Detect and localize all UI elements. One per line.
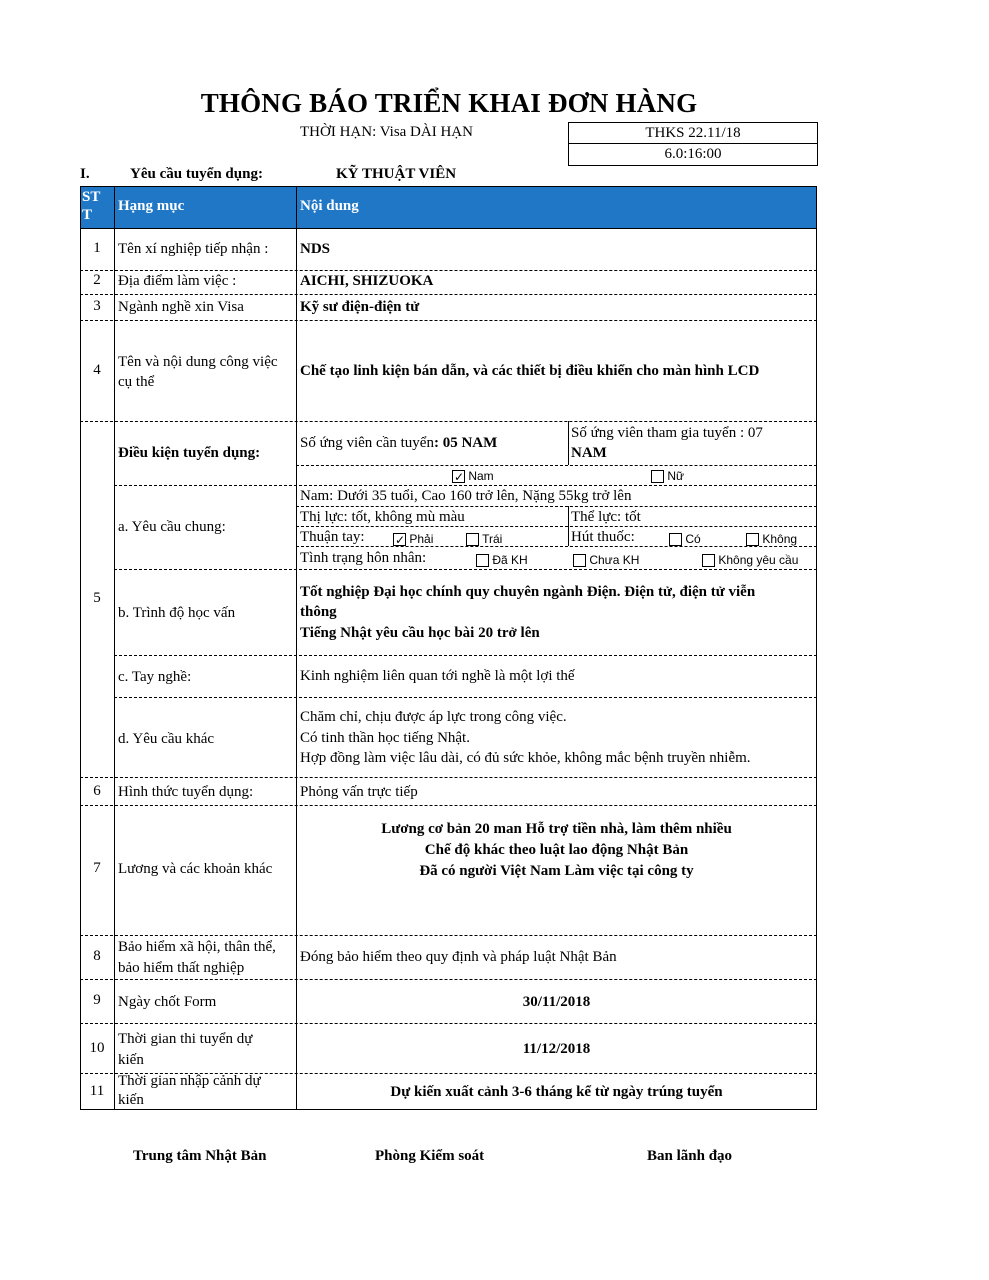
row-1-number: 1: [93, 240, 101, 256]
education-line-2: thông: [300, 604, 337, 620]
hand-left-option[interactable]: [466, 529, 502, 549]
single-checkbox[interactable]: [573, 554, 586, 567]
row-2-number: 2: [93, 272, 101, 288]
education-line-3: Tiếng Nhật yêu cầu học bài 20 trở lên: [300, 625, 540, 641]
smoke-no-option[interactable]: [746, 529, 797, 549]
page-title: THÔNG BÁO TRIỂN KHAI ĐƠN HÀNG: [200, 88, 698, 118]
document-subcode: 6.0:16:00: [664, 146, 722, 162]
other-requirement-1: Chăm chỉ, chịu được áp lực trong công việc.: [300, 709, 567, 725]
entry-time: Dự kiến xuất cảnh 3-6 tháng kể từ ngày trúng tuyển: [390, 1084, 723, 1100]
salary-line-1: Lương cơ bản 20 man Hỗ trợ tiền nhà, làm thêm nhiều: [381, 821, 732, 837]
row-11-label-1: Thời gian nhập cảnh dự: [118, 1073, 261, 1089]
row-3-number: 3: [93, 298, 101, 314]
female-checkbox[interactable]: [651, 470, 664, 483]
signature-control-dept: Phòng Kiểm soát: [375, 1148, 485, 1164]
hand-right-checkbox[interactable]: [393, 533, 406, 546]
salary-line-2: Chế độ khác theo luật lao động Nhật Bản: [424, 842, 689, 858]
candidates-joining-label: Số ứng viên tham gia tuyển : 07: [571, 425, 763, 441]
gender-male-option[interactable]: [452, 466, 494, 486]
smoke-yes-label: Có: [685, 532, 701, 546]
row-6-number: 6: [93, 783, 101, 799]
handedness-label: Thuận tay:: [300, 529, 365, 545]
smoke-yes-option[interactable]: [669, 529, 701, 549]
exam-date: 11/12/2018: [522, 1041, 591, 1057]
no-requirement-option[interactable]: [702, 550, 798, 570]
single-option[interactable]: [573, 550, 639, 570]
candidates-needed-label: Số ứng viên cần tuyển: [300, 435, 434, 451]
candidates-needed-value: : 05 NAM: [433, 435, 498, 451]
recruitment-conditions-label: Điều kiện tuyển dụng:: [118, 445, 261, 461]
other-requirements-label: d. Yêu cầu khác: [118, 731, 215, 747]
smoke-no-label: Không: [762, 532, 798, 546]
row-11-label-2: kiến: [118, 1092, 144, 1108]
other-requirement-3: Hợp đồng làm việc lâu dài, có đủ sức khỏe, không mắc bệnh truyền nhiễm.: [300, 750, 751, 766]
visa-term: THỜI HẠN: Visa DÀI HẠN: [300, 124, 473, 140]
no-requirement-label: Không yêu cầu: [718, 553, 799, 567]
gender-female-option[interactable]: [651, 466, 684, 486]
hand-left-checkbox[interactable]: [466, 533, 479, 546]
row-8-value: Đóng bảo hiểm theo quy định và pháp luật Nhật Bản: [300, 949, 617, 965]
row-3-value: Kỹ sư điện-điện tử: [300, 299, 420, 315]
row-1-value: NDS: [300, 241, 331, 257]
section-number: I.: [80, 166, 90, 182]
row-4-label: Tên và nội dung công việc cụ thể: [118, 354, 278, 390]
salary-line-3: Đã có người Việt Nam Làm việc tại công ty: [419, 863, 694, 879]
married-label: Đã KH: [492, 553, 528, 567]
row-6-label: Hình thức tuyển dụng:: [118, 784, 254, 800]
form-deadline: 30/11/2018: [522, 994, 591, 1010]
hand-left-label: Trái: [482, 532, 503, 546]
signature-japan-center: Trung tâm Nhật Bản: [133, 1148, 267, 1164]
document-code: THKS 22.11/18: [569, 123, 817, 144]
skill-value: Kinh nghiệm liên quan tới nghề là một lợi thế: [300, 668, 575, 684]
row-6-value: Phỏng vấn trực tiếp: [300, 784, 418, 800]
hand-right-label: Phải: [409, 532, 434, 546]
hand-right-option[interactable]: [393, 529, 433, 549]
smoking-label: Hút thuốc:: [571, 529, 635, 545]
no-requirement-checkbox[interactable]: [702, 554, 715, 567]
row-1-label: Tên xí nghiệp tiếp nhận :: [118, 241, 269, 257]
row-8-label-2: bảo hiểm thất nghiệp: [118, 960, 245, 976]
row-10-label-1: Thời gian thi tuyển dự: [118, 1031, 253, 1047]
section-value: KỸ THUẬT VIÊN: [336, 166, 457, 182]
row-2-value: AICHI, SHIZUOKA: [300, 273, 434, 289]
row-9-label: Ngày chốt Form: [118, 994, 217, 1010]
row-8-label-1: Bảo hiểm xã hội, thân thể,: [118, 939, 276, 955]
smoke-no-checkbox[interactable]: [746, 533, 759, 546]
header-category: Hạng mục: [118, 198, 185, 214]
education-line-1: Tốt nghiệp Đại học chính quy chuyên ngành Điện. Điện tử, điện tử viễn: [300, 584, 756, 600]
married-checkbox[interactable]: [476, 554, 489, 567]
candidates-needed: [300, 433, 497, 453]
section-label: Yêu cầu tuyển dụng:: [130, 166, 263, 182]
physical-requirements: Nam: Dưới 35 tuổi, Cao 160 trở lên, Nặng 55kg trở lên: [300, 488, 632, 504]
married-option[interactable]: [476, 550, 528, 570]
row-4-value: Chế tạo linh kiện bán dẫn, và các thiết bị điều khiển cho màn hình LCD: [300, 363, 760, 379]
row-10-number: 10: [89, 1040, 105, 1056]
smoke-yes-checkbox[interactable]: [669, 533, 682, 546]
candidates-joining-value: NAM: [571, 445, 607, 461]
education-label: b. Trình độ học vấn: [118, 605, 236, 621]
skill-label: c. Tay nghề:: [118, 669, 192, 685]
vision-requirement: Thị lực: tốt, không mù màu: [300, 509, 465, 525]
marital-status-label: Tình trạng hôn nhân:: [300, 550, 427, 566]
fitness-requirement: Thể lực: tốt: [571, 509, 641, 525]
row-4-number: 4: [93, 362, 101, 378]
signature-management: Ban lãnh đạo: [647, 1148, 733, 1164]
other-requirement-2: Có tinh thần học tiếng Nhật.: [300, 730, 470, 746]
row-7-number: 7: [93, 860, 101, 876]
document-code-box: [568, 122, 818, 166]
row-8-number: 8: [93, 948, 101, 964]
row-3-label: Ngành nghề xin Visa: [118, 299, 244, 315]
row-11-number: 11: [89, 1083, 105, 1099]
male-label: Nam: [468, 469, 494, 483]
female-label: Nữ: [667, 469, 685, 483]
row-10-label-2: kiến: [118, 1052, 144, 1068]
general-requirements-label: a. Yêu cầu chung:: [118, 519, 226, 535]
header-stt: ST T: [82, 189, 101, 223]
row-2-label: Địa điểm làm việc :: [118, 273, 237, 289]
row-5-number: 5: [93, 590, 101, 606]
male-checkbox[interactable]: [452, 470, 465, 483]
row-7-label: Lương và các khoản khác: [118, 861, 273, 877]
single-label: Chưa KH: [589, 553, 640, 567]
header-content: Nội dung: [300, 198, 359, 214]
row-9-number: 9: [93, 992, 101, 1008]
